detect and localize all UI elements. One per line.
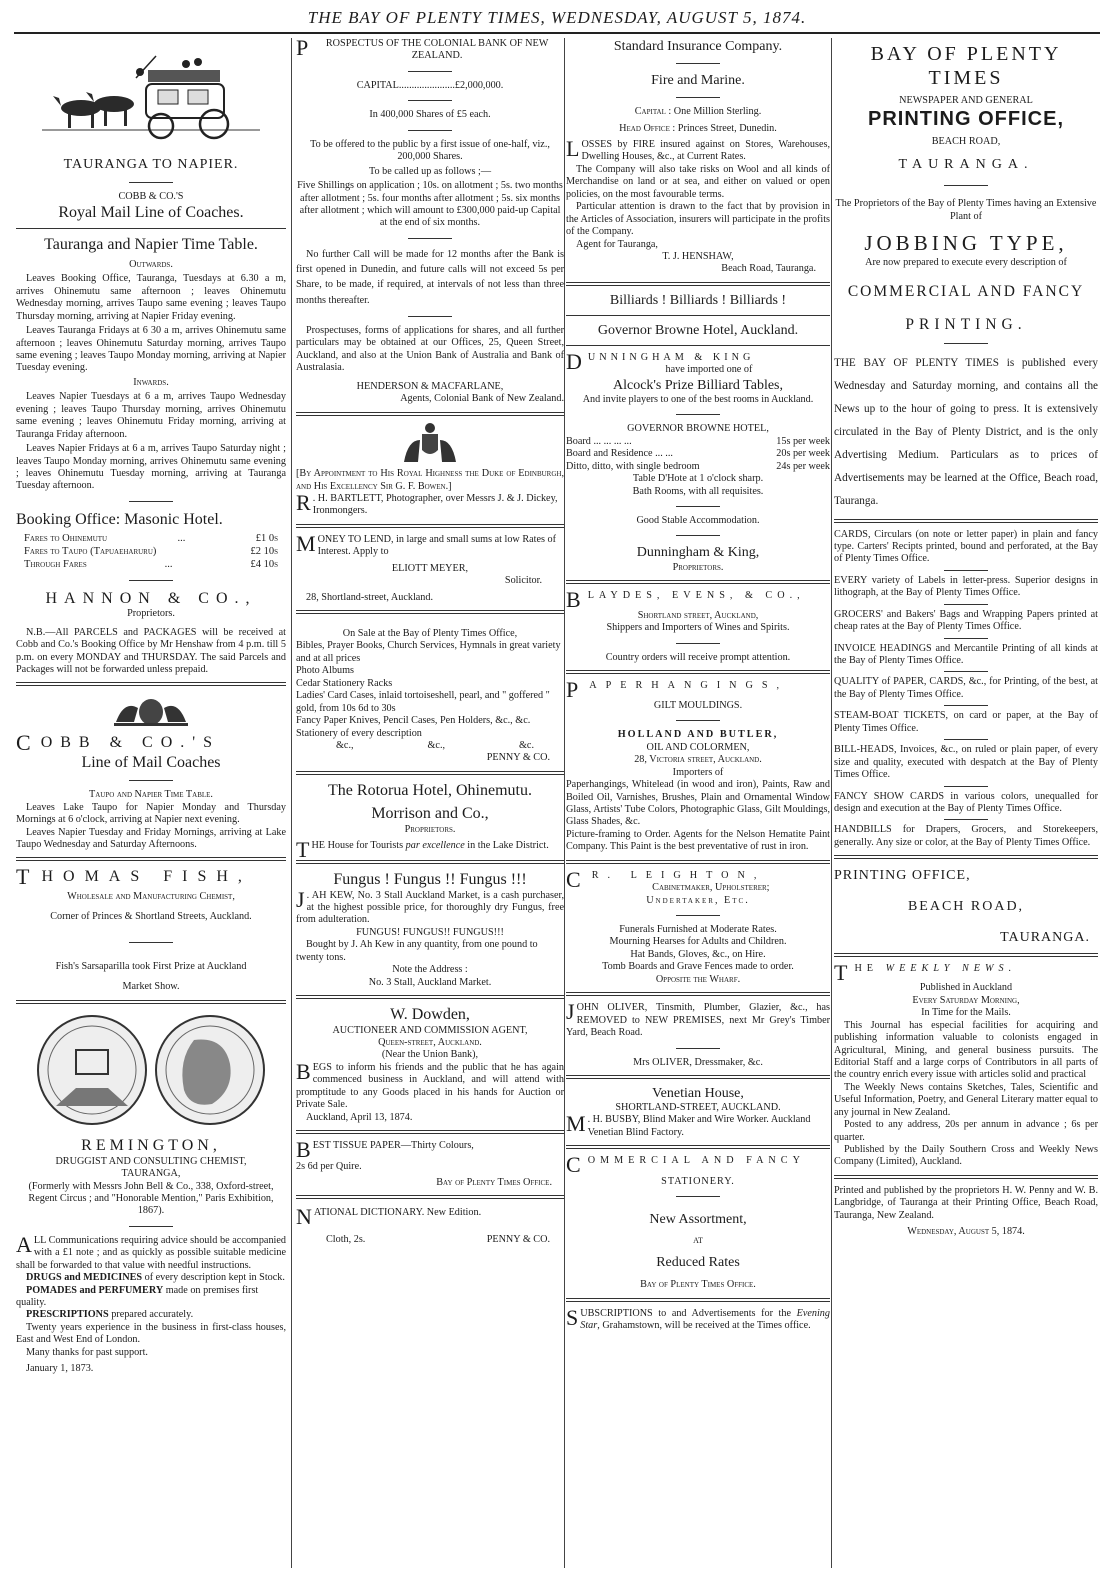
coach-proprietor: HANNON & CO., <box>45 589 257 607</box>
dowden-text: BEGS to inform his friends and the public that he has again commenced business in Auckland, and will attend with promptitude to any Goods placed in his hands for Auction or Private Sale. <box>296 1058 564 1111</box>
column-2 <box>296 38 564 1568</box>
penny-item: Photo Albums <box>296 665 355 677</box>
paper-sub: GILT MOULDINGS. <box>653 699 743 711</box>
penny-item: Stationery of every description <box>296 727 422 739</box>
rotorua-owners: Morrison and Co., <box>371 805 489 823</box>
bank-capital: CAPITAL......................£2,000,000. <box>356 79 504 91</box>
tissue-office: Bay of Plenty Times Office. <box>436 1176 552 1188</box>
jobbing-commercial: COMMERCIAL AND FANCY <box>847 283 1085 301</box>
leighton-opposite: Opposite the Wharf. <box>655 973 741 985</box>
oliver-text: JOHN OLIVER, Tinsmith, Plumber, Glazier, &c., has REMOVED to NEW PREMISES, next Mr Grey's Timber Yard, Beach Road. <box>566 999 830 1039</box>
office-t6: TAURANGA. <box>898 157 1034 173</box>
penny-item: Bibles, Prayer Books, Church Services, Hymnals in great variety and at all prices <box>296 640 561 664</box>
rotorua-proprietors: Proprietors. <box>404 823 456 835</box>
weekly-p2: The Weekly News contains Sketches, Tales, Scientific and Useful Information, Poetry, and General Literary matter equal to any journal in New Zealand. <box>834 1081 1098 1118</box>
subscriptions-text: SUBSCRIPTIONS to and Advertisements for the Evening Star, Grahamstown, will be received at the Times office. <box>566 1304 830 1331</box>
rotorua-text: THE House for Tourists par excellence in the Lake District. <box>296 837 549 863</box>
column-divider <box>831 38 832 1568</box>
bank-terms: Five Shillings on application ; 10s. on allotment ; 5s. two months after allotment ; 5s. four months after allotment ; 5s. six months after allotment ; which will amount to £300,000 paid-up Capital at the end of six months. <box>297 180 563 229</box>
service-item: FANCY SHOW CARDS in various colors, unequalled for design and execution at the Bay of Plenty Times Office. <box>834 790 1098 814</box>
blaydes-street: Shortland street, Auckland, <box>637 609 759 621</box>
remington-place: TAURANGA, <box>121 1168 181 1180</box>
coach-timetable: Tauranga and Napier Time Table. <box>44 236 258 254</box>
dowden-date: Auckland, April 13, 1874. <box>306 1111 413 1123</box>
fish-heading: T HOMAS FISH, <box>16 864 252 890</box>
bank-shares: In 400,000 Shares of £5 each. <box>369 109 491 121</box>
penny-item: Fancy Paper Knives, Pencil Cases, Pen Holders, &c., &c. <box>296 715 531 727</box>
jobbing-prepared: Are now prepared to execute every description of <box>865 256 1067 268</box>
leighton-tomb: Tomb Boards and Grave Fences made to order. <box>602 961 794 973</box>
weekly-every: Every Saturday Morning, <box>912 994 1020 1006</box>
insurance-losses: LOSSES by FIRE insured against on Stores, Warehouses, Dwelling Houses, &c., at Current Rates. <box>566 136 830 163</box>
penny-item: Cedar Stationery Racks <box>296 677 393 689</box>
fungus-text: J . AH KEW, No. 3 Stall Auckland Market, is a cash purchaser, at the highest possible price, for thoroughly dry Fungus, free from adulteration. <box>296 886 564 926</box>
bank-agents-name: HENDERSON & MACFARLANE, <box>356 380 504 392</box>
paper-goods: Paperhangings, Whitelead (in wood and iron), Paints, Raw and Boiled Oil, Varnishes, Brushes, Plain and Ornamental Window Glass, Artists' Tube Colors, Photographic Glass, Gilt Mouldings, Glass Shades, &c. <box>566 779 830 828</box>
mail-p2: Leaves Napier Tuesday and Friday Mornings, arriving at Lake Taupo Wednesday and Saturday Afternoons. <box>16 826 286 850</box>
remington-experience: Twenty years experience in the business in first-class houses, East and West End of London. <box>16 1321 286 1346</box>
weekly-p1: This Journal has especial facilities for acquiring and publishing information valuable to colonists engaged in Agricultural, Mining, and general business pursuits. The Editorial Staff and a large corps of Contributors in all parts of the country enrich every issue with articles solid and practical <box>834 1019 1098 1081</box>
stationery-assort: New Assortment, <box>649 1212 747 1228</box>
money-name: ELIOTT MEYER, <box>391 562 469 574</box>
weekly-pub: Published in Auckland <box>919 982 1013 994</box>
stationery-at: AT <box>693 1236 703 1246</box>
remington-pomades: POMADES and PERFUMERY made on premises first quality. <box>16 1284 259 1308</box>
office-t3: NEWSPAPER AND GENERAL <box>899 94 1033 106</box>
remington-thanks: Many thanks for past support. <box>26 1346 148 1358</box>
coach-engraving <box>16 38 286 152</box>
column-4 <box>834 38 1098 1568</box>
bank-offered: To be offered to the public by a first issue of one-half, viz., 200,000 Shares. <box>310 138 550 163</box>
leighton-undertaker: Undertaker, Etc. <box>646 894 750 906</box>
penny-etc: &c., &c., &c. <box>336 739 534 751</box>
bartlett-appointment: [By Appointment to His Royal Highness the Duke of Edinburgh, and His Excellency Sir G. F. Bowen.] <box>296 468 564 492</box>
billiards-tables: Alcock's Prize Billiard Tables, <box>612 377 784 393</box>
coach-in-2: Leaves Napier Fridays at 6 a m, arrives Taupo Saturday night ; leaves Taupo Monday morning, arrives Ohinemutu same evening ; leaves Ohinemutu Tuesday morning, arriving at Tauranga Tuesday afternoon. <box>16 443 286 492</box>
venetian-text: M . H. BUSBY, Blind Maker and Wire Worker. Auckland Venetian Blind Factory. <box>566 1111 811 1138</box>
fare-row: Fares to Ohinemutu ... £1 0s <box>24 533 278 545</box>
remington-trade: DRUGGIST AND CONSULTING CHEMIST, <box>55 1155 247 1167</box>
fungus-address: No. 3 Stall, Auckland Market. <box>368 976 492 988</box>
blaydes-firm: BLAYDES, EVENS, & CO., <box>566 586 805 612</box>
masthead-rule <box>14 32 1100 34</box>
published-text: THE BAY OF PLENTY TIMES is published every Wednesday and Saturday morning, and contains all the News up to the hour of going to press. It is extensively circulated in the Bay of Plenty District, and is the only Advertising Medium. Particulars as to prices of Advertisements may be learned at the Office, Beach road, Tauranga. <box>834 356 1098 507</box>
insurance-attention: Particular attention is drawn to the fact that by provision in the Articles of Association, insurers will participate in the profits of the Company. <box>566 201 830 238</box>
coach-booking: Booking Office: Masonic Hotel. <box>16 510 223 528</box>
office-t5: BEACH ROAD, <box>931 135 1001 147</box>
billiards-table-dhote: Table D'Hote at 1 o'clock sharp. <box>632 473 764 485</box>
mail-heading: C OBB & CO.'S <box>16 729 221 755</box>
insurance-agent-name: T. J. HENSHAW, <box>662 250 734 262</box>
billiards-rate: Board ... ... ... ... 15s per week <box>566 435 830 447</box>
dowden-name: W. Dowden, <box>390 1006 470 1024</box>
fish-prize-2: Market Show. <box>122 981 180 993</box>
billiards-invite: And invite players to one of the best rooms in Auckland. <box>582 393 814 405</box>
bank-prospectuses: Prospectuses, forms of applications for shares, and all further particulars may be obtained at our Offices, 25, Queen Street, Auckland, and also at the Union Bank of Australia and Bank of Australasia. <box>296 325 564 374</box>
royal-crest-icon <box>106 692 196 728</box>
column-1 <box>16 38 286 1568</box>
penny-item: Ladies' Card Cases, inlaid tortoiseshell, pearl, and " goffered " gold, from 10s 6d to 30s <box>296 690 550 714</box>
service-item: GROCERS' and Bakers' Bags and Wrapping Papers printed at cheap rates at the Bay of Plenty Times Office. <box>834 608 1098 633</box>
billiards-hotel2: GOVERNOR BROWNE HOTEL, <box>627 423 769 435</box>
stationery-title: COMMERCIAL AND FANCY <box>566 1152 805 1178</box>
dowden-street: Queen-street, Auckland. <box>378 1037 482 1049</box>
remington-formerly: (Formerly with Messrs John Bell & Co., 338, Oxford-street, Regent Circus ; and "Honorable Mention," Paris Exhibition, 1867). <box>28 1180 274 1217</box>
service-item: CARDS, Circulars (on note or letter paper) in plain and fancy type. Carters' Recipts printed, bound and perforated, at the Bay of Plenty Times Office. <box>834 528 1098 565</box>
paper-importers: Importers of <box>672 766 724 778</box>
weekly-mails: In Time for the Mails. <box>921 1007 1011 1019</box>
coach-inwards: Inwards. <box>133 376 169 388</box>
bartlett-crest <box>296 422 564 468</box>
stagecoach-icon <box>36 38 266 148</box>
remington-name: REMINGTON, <box>81 1137 221 1155</box>
dowden-trade: AUCTIONEER AND COMMISSION AGENT, <box>332 1024 528 1036</box>
billiards-rate: Ditto, ditto, with single bedroom 24s per week <box>566 460 830 472</box>
coach-line: Royal Mail Line of Coaches. <box>58 203 244 221</box>
fish-address: Corner of Princes & Shortland Streets, Auckland. <box>50 911 252 923</box>
column-divider <box>564 38 565 1568</box>
insurance-sub: Fire and Marine. <box>651 73 745 89</box>
fare-row: Through Fares ... £4 10s <box>24 558 278 570</box>
service-item: INVOICE HEADINGS and Mercantile Printing of all kinds at the Bay of Plenty Times Office. <box>834 642 1098 667</box>
remington-comm: ALL Communications requiring advice should be accompanied with a £1 note ; and as quickly as possible suitable medicine shall be forwarded to that value with needful instructions. <box>16 1231 286 1271</box>
service-item: STEAM-BOAT TICKETS, on card or paper, at the Bay of Plenty Times Office. <box>834 710 1098 734</box>
office-t4: PRINTING OFFICE, <box>868 108 1064 131</box>
stationery-office: Bay of Plenty Times Office. <box>640 1279 756 1291</box>
oliver-mrs: Mrs OLIVER, Dressmaker, &c. <box>633 1056 763 1068</box>
dowden-near: (Near the Union Bank), <box>381 1049 479 1061</box>
office-t1: BAY OF PLENTY <box>870 43 1062 65</box>
medals <box>16 1010 286 1132</box>
fish-prize-1: Fish's Sarsaparilla took First Prize at Auckland <box>55 960 247 972</box>
masthead: THE BAY OF PLENTY TIMES, WEDNESDAY, AUGUST 5, 1874. <box>307 8 807 27</box>
mail-subtitle: Taupo and Napier Time Table. <box>89 789 213 801</box>
fungus-shout: FUNGUS! FUNGUS!! FUNGUS!!! <box>356 926 504 938</box>
dictionary-title: NATIONAL DICTIONARY. New Edition. <box>296 1204 482 1230</box>
money-text: MONEY TO LEND, in large and small sums at low Rates of Interest. Apply to <box>296 530 556 558</box>
remington-date: January 1, 1873. <box>26 1363 94 1375</box>
fungus-title: Fungus ! Fungus !! Fungus !!! <box>333 871 527 889</box>
stationery-rates: Reduced Rates <box>656 1255 740 1271</box>
leighton-hat: Hat Bands, Gloves, &c., on Hire. <box>630 948 766 960</box>
paper-trade: OIL AND COLORMEN, <box>646 741 750 753</box>
jobbing-printing: PRINTING. <box>905 315 1027 333</box>
coach-nb: N.B.—All PARCELS and PACKAGES will be received at Cobb and Co.'s Booking Office by Mr Henshaw from 4 p.m. till 5 p.m. on every MONDAY and THURSDAY. The said Parcels and Packages will not be forwarded unless prepaid. <box>16 626 286 676</box>
royal-arms-icon <box>400 422 460 464</box>
column-3 <box>566 38 830 1568</box>
paper-title: PAPERHANGINGS, <box>566 677 789 703</box>
service-item: HANDBILLS for Drapers, Grocers, and Storekeepers, generally. Any size or color, at the Bay of Plenty Times Office. <box>834 824 1098 848</box>
bank-called: To be called up as follows ;— <box>368 165 492 177</box>
bank-agents: Agents, Colonial Bank of New Zealand. <box>400 393 564 405</box>
paper-firm: HOLLAND AND BUTLER, <box>617 729 779 741</box>
billiards-firm: DUNNINGHAM & KING <box>566 349 755 374</box>
coach-in-1: Leaves Napier Tuesdays at 6 a m, arrives Taupo Wednesday evening ; leaves Taupo Thursday morning, arrives Ohinemutu same evening ; leaves Ohinemutu Friday morning, arriving at Tauranga Friday afternoon. <box>16 391 286 440</box>
bank-title: P ROSPECTUS OF THE COLONIAL BANK OF NEW ZEALAND. <box>296 38 549 62</box>
coach-out-1: Leaves Booking Office, Tauranga, Tuesdays at 6.30 a m, arrives Ohinemutu same afternoon ; leaves Ohinemutu Wednesday morning, arrives Taupo same evening ; leaves Taupo Thursday morning, arriving at Napier Friday evening. <box>16 273 286 322</box>
coach-proprietors: Proprietors. <box>127 608 175 620</box>
coach-outwards: Outwards. <box>129 258 173 270</box>
billiards-imported: have imported one of <box>665 364 753 376</box>
printing-l1: PRINTING OFFICE, <box>834 868 971 884</box>
imprint: Printed and published by the proprietors H. W. Penny and W. B. Langbridge, of Tauranga at their Printing Office, Beach Road, Tauranga, New Zealand. <box>834 1184 1098 1221</box>
bartlett-text: R . H. BARTLETT, Photographer, over Messrs J. & J. Dickey, Ironmongers. <box>296 489 558 517</box>
coach-title: TAURANGA TO NAPIER. <box>63 157 239 173</box>
tissue-title: BEST TISSUE PAPER—Thirty Colours, <box>296 1137 474 1163</box>
tissue-price: 2s 6d per Quire. <box>296 1160 362 1172</box>
blaydes-country: Country orders will receive prompt attention. <box>605 651 791 663</box>
billiards-stable: Good Stable Accommodation. <box>636 515 760 527</box>
venetian-title: Venetian House, <box>652 1085 744 1101</box>
insurance-title: Standard Insurance Company. <box>613 39 783 54</box>
printing-l2: BEACH ROAD, <box>907 899 1025 915</box>
insurance-risks: The Company will also take risks on Wool and all kinds of Merchandise on land or at sea, and either on valued or open policies, on the most favourable terms. <box>566 163 830 200</box>
paper-street: 28, Victoria street, Auckland. <box>634 754 762 766</box>
remington-prescriptions: PRESCRIPTIONS prepared accurately. <box>26 1309 194 1321</box>
mail-p1: Leaves Lake Taupo for Napier Monday and Thursday Mornings at 6 o'clock, arriving at Napier next evening. <box>16 801 286 826</box>
remington-drugs: DRUGS and MEDICINES of every description kept in Stock. <box>26 1272 285 1284</box>
billiards-bath: Bath Rooms, with all requisites. <box>632 485 764 497</box>
leighton-trade: Cabinetmaker, Upholsterer; <box>652 882 770 894</box>
weekly-title: THE WEEKLY NEWS. <box>834 959 1017 985</box>
paper-framing: Picture-framing to Order. Agents for the Nelson Hematite Paint Company. This Paint is the best preventative of rust in iron. <box>566 828 830 853</box>
mail-line: Line of Mail Coaches <box>81 753 221 771</box>
imprint-date: Wednesday, August 5, 1874. <box>907 1226 1025 1238</box>
service-item: EVERY variety of Labels in letter-press. Superior designs in lithograph, at the Bay of Plenty Times Office. <box>834 574 1098 599</box>
billiards-hotel: Governor Browne Hotel, Auckland. <box>597 322 799 338</box>
billiards-props: Dunningham & King, <box>636 545 760 561</box>
blaydes-trade: Shippers and Importers of Wines and Spirits. <box>606 622 790 634</box>
penny-intro: On Sale at the Bay of Plenty Times Office, <box>342 628 518 639</box>
rotorua-title: The Rotorua Hotel, Ohinemutu. <box>328 781 532 799</box>
money-role: Solicitor. <box>504 575 542 587</box>
insurance-office: Head Office : Princes Street, Dunedin. <box>619 122 777 134</box>
leighton-name: C R. LEIGHTON, <box>566 866 766 892</box>
crest-engraving <box>16 692 286 732</box>
service-item: QUALITY of PAPER, CARDS, &c., for Printing, of the best, at the Bay of Plenty Times Office. <box>834 676 1098 700</box>
insurance-agent-addr: Beach Road, Tauranga. <box>721 263 816 275</box>
fungus-note: Note the Address : <box>392 964 468 976</box>
billiards-proprietors: Proprietors. <box>672 561 724 573</box>
fish-trade: Wholesale and Manufacturing Chemist, <box>67 890 235 902</box>
coach-out-2: Leaves Tauranga Fridays at 6 30 a m, arrives Ohinemutu same afternoon ; leaves Ohinemutu Saturday morning, arrives Taupo same evening ; leaves Taupo Monday morning, arriving at Napier Tuesday evening. <box>16 325 286 374</box>
leighton-funerals: Funerals Furnished at Moderate Rates. <box>619 924 777 935</box>
jobbing-intro: The Proprietors of the Bay of Plenty Times having an Extensive Plant of <box>835 198 1097 222</box>
exhibition-medals-icon <box>26 1010 276 1128</box>
coach-company: COBB & CO.'S <box>118 190 184 202</box>
money-address: 28, Shortland-street, Auckland. <box>306 591 434 603</box>
bank-call: No further Call will be made for 12 months after the Bank is first opened in Dunedin, and future calls will not exceed 5s per Share, to be made, if required, at intervals of not less than three months thereafter. <box>296 248 564 306</box>
column-divider <box>291 38 292 1568</box>
weekly-p4: Published by the Daily Southern Cross and Weekly News Company (Limited), Auckland. <box>834 1144 1098 1168</box>
weekly-p3: Posted to any address, 20s per annum in advance ; 6s per quarter. <box>834 1119 1098 1143</box>
billiards-title: Billiards ! Billiards ! Billiards ! <box>609 292 787 308</box>
penny-signer: PENNY & CO. <box>486 752 550 764</box>
service-item: BILL-HEADS, Invoices, &c., on ruled or plain paper, of every size and quality, executed with despatch at the Bay of Plenty Times Office. <box>834 744 1098 781</box>
penny-advert <box>296 620 564 765</box>
stationery-sub: STATIONERY. <box>661 1175 735 1187</box>
fare-row: Fares to Taupo (Tapuaeharuru) £2 10s <box>24 546 278 558</box>
venetian-street: SHORTLAND-STREET, AUCKLAND. <box>615 1102 781 1114</box>
billiards-rate: Board and Residence ... ... 20s per week <box>566 448 830 460</box>
leighton-mourning: Mourning Hearses for Adults and Children. <box>609 936 787 948</box>
insurance-agent: Agent for Tauranga, <box>576 238 658 250</box>
fungus-bought: Bought by J. Ah Kew in any quantity, from one pound to twenty tons. <box>296 939 538 963</box>
printing-l3: TAURANGA. <box>1000 930 1090 946</box>
insurance-capital: Capital : One Million Sterling. <box>634 106 762 118</box>
office-t2: TIMES <box>928 67 1004 90</box>
jobbing-title: JOBBING TYPE, <box>864 231 1068 255</box>
dictionary-footer: Cloth, 2s. PENNY & CO. <box>326 1233 550 1245</box>
